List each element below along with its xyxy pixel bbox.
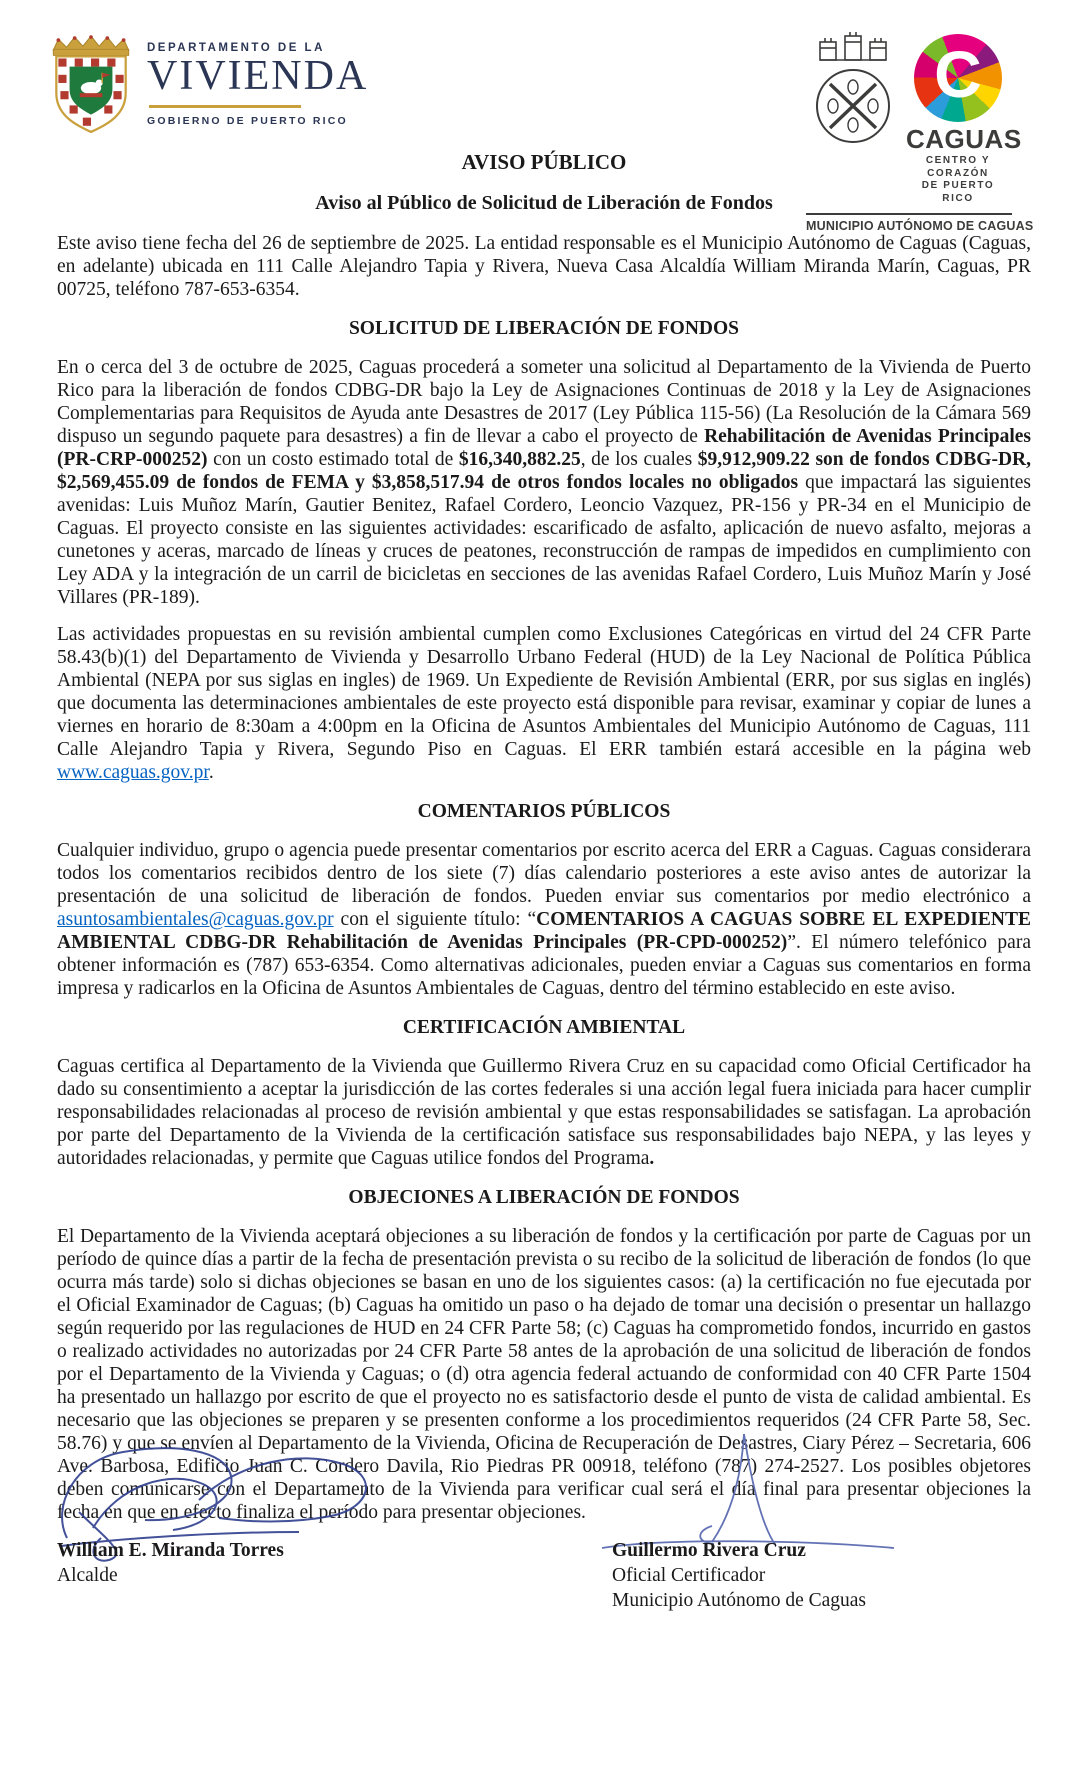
section-heading-solicitud: SOLICITUD DE LIBERACIÓN DE FONDOS [348, 318, 740, 339]
text-run: . [208, 762, 214, 783]
signature-right [612, 1538, 1031, 1613]
page-subtitle: Aviso al Público de Solicitud de Liberación de Fondos [315, 192, 773, 214]
intro-paragraph: Este aviso tiene fecha del 26 de septiembre de 2025. La entidad responsable es el Municipio Autónomo de Caguas (Caguas, en adelante) ubicada en 111 Calle Alejandro Tapia y Rivera, Nueva Casa Alcaldía William Miranda Marín, Caguas, PR 00725, teléfono 787-653-6354. [57, 233, 1031, 300]
signature-left [57, 1538, 537, 1613]
caguas-municipio-line: MUNICIPIO AUTÓNOMO DE CAGUAS [806, 219, 1034, 233]
caguas-wordmark: CAGUAS [906, 124, 1022, 154]
signatory-name-right: Guillermo Rivera Cruz [612, 1540, 806, 1561]
hyperlink[interactable]: asuntosambientales@caguas.gov.pr [57, 909, 334, 930]
document-header [0, 0, 1088, 232]
bold-text-run: $16,340,882.25 [458, 449, 581, 470]
text-run: Cualquier individuo, grupo o agencia puede presentar comentarios por escrito acerca del ERR a Caguas. Caguas considerara todos los comentarios recibidos dentro de los siete (7) días calendario posteriores a este aviso antes de autorizar la presentación de una solicitud de liberación de fondos. Pueden enviar sus comentarios por medio electrónico a [57, 840, 1031, 907]
text-run: ”. El número telefónico para obtener información es (787) 653-6354. Como alternativas adicionales, pueden enviar a Caguas sus comentarios en forma impresa y radicarlos en la Oficina de Asuntos Ambientales de Caguas, dentro del término establecido en este aviso. [57, 932, 1031, 999]
vivienda-logo-text [147, 34, 368, 136]
bold-text-run: Rehabilitación de Avenidas Principales (PR-CRP-000252) [57, 426, 1031, 470]
notice-body [57, 232, 1031, 1524]
bold-text-run: $9,912,909.22 son de fondos CDBG-DR, $2,569,455.09 de fondos de FEMA y $3,858,517.94 de otros fondos locales no obligados [57, 449, 1031, 493]
certificacion-paragraph [57, 1055, 1031, 1170]
solicitud-paragraph-1 [57, 356, 1031, 609]
vivienda-wordmark: VIVIENDA [147, 53, 369, 99]
section-heading-objeciones: OBJECIONES A LIBERACIÓN DE FONDOS [348, 1187, 740, 1208]
text-run: , de los cuales [580, 449, 698, 470]
caguas-tagline-line2: DE PUERTO RICO [921, 180, 995, 204]
solicitud-paragraph-2 [57, 623, 1031, 784]
text-run: con el siguiente título: “ [333, 909, 537, 930]
hyperlink[interactable]: www.caguas.gov.pr [57, 762, 209, 783]
caguas-tagline-line1: CENTRO Y CORAZÓN [925, 155, 991, 179]
signatory-title-left: Alcalde [57, 1565, 118, 1586]
caguas-crest-icon [806, 28, 900, 156]
page-title: AVISO PÚBLICO [461, 150, 627, 174]
vivienda-gold-rule [149, 105, 301, 108]
puerto-rico-coat-of-arms-icon [45, 34, 137, 136]
text-run: que impactará las siguientes avenidas: Luis Muñoz Marín, Gautier Benitez, Rafael Cordero, Leoncio Vazquez, PR-156 y PR-34 en el Municipio de Caguas. El proyecto consiste en las siguientes actividades: escarificado de asfalto, aplicación de nuevo asfalto, mejoras a cunetones y aceras, marcado de líneas y cruces de peatones, reconstrucción de rampas de impedidos en cumplimiento con Ley ADA y la integración de un carril de bicicletas en secciones de las avenidas Rafael Cordero, Luis Muñoz Marín y José Villares (PR-189). [57, 472, 1031, 608]
section-heading-certificacion: CERTIFICACIÓN AMBIENTAL [402, 1017, 686, 1038]
caguas-c-logo [914, 34, 1002, 122]
section-heading-comentarios: COMENTARIOS PÚBLICOS [417, 801, 671, 822]
bold-text-run: . [649, 1148, 655, 1169]
bold-text-run: COMENTARIOS A CAGUAS SOBRE EL EXPEDIENTE AMBIENTAL CDBG-DR Rehabilitación de Avenidas Principales (PR-CPD-000252) [57, 909, 1031, 953]
vivienda-dept-line: DEPARTAMENTO DE LA [147, 42, 325, 54]
comentarios-paragraph [57, 839, 1031, 1000]
objeciones-paragraph [57, 1225, 1031, 1524]
vivienda-logo [45, 34, 368, 136]
signatory-title-right: Oficial Certificador [612, 1565, 766, 1586]
text-run: Caguas certifica al Departamento de la Vivienda que Guillermo Rivera Cruz en su capacidad como Oficial Certificador ha dado su consentimiento a aceptar la jurisdicción de las cortes federales si una acción legal fuera iniciada para hacer cumplir responsabilidades relacionadas al proceso de revisión ambiental y que estas responsabilidades se satisfagan. La aprobación por parte del Departamento de la Vivienda de la certificación satisface sus responsabilidades bajo NEPA, y las leyes y autoridades relacionadas, y permite que Caguas utilice fondos del Programa [57, 1056, 1031, 1169]
text-run: En o cerca del 3 de octubre de 2025, Caguas procederá a someter una solicitud al Departamento de la Vivienda de Puerto Rico para la liberación de fondos CDBG-DR bajo la Ley de Asignaciones Continuas de 2018 y la Ley de Asignaciones Complementarias para Requisitos de Ayuda ante Desastres de 2017 (Ley Pública 115-56) (La Resolución de la Cámara 569 dispuso un segundo paquete para desastres) a fin de llevar a cabo el proyecto de [57, 357, 1031, 447]
vivienda-gov-line: GOBIERNO DE PUERTO RICO [147, 115, 348, 128]
text-run: con un costo estimado total de [207, 449, 459, 470]
caguas-c-letter: C [934, 37, 982, 111]
signatory-name-left: William E. Miranda Torres [57, 1540, 284, 1561]
signature-block [57, 1538, 1031, 1613]
text-run: El Departamento de la Vivienda aceptará objeciones a su liberación de fondos y la certificación por parte de Caguas por un período de quince días a partir de la fecha de presentación prevista o su recibo de la solicitud de liberación de fondos (lo que ocurra más tarde) solo si dichas objeciones se basan en uno de los siguientes casos: (a) la certificación no fue ejecutada por el Oficial Examinador de Caguas; (b) Caguas ha omitido un paso o ha dejado de tomar una decisión o presentar un hallazgo según requerido por las regulaciones de HUD en 24 CFR Parte 58; (c) Caguas ha comprometido fondos, incurrido en gastos o realizado actividades no autorizadas por 24 CFR Parte 58 antes de la aprobación de una solicitud de liberación de fondos por el Departamento de la Vivienda y Caguas; o (d) otra agencia federal actuando de conformidad con 40 CFR Parte 1504 ha presentado un hallazgo por escrito de que el proyecto no es satisfactorio desde el punto de vista de calidad ambiental. Es necesario que las objeciones se preparen y se presenten conforme a los procedimientos requeridos (24 CFR Parte 58, Sec. 58.76) y que se envíen al Departamento de la Vivienda, Oficina de Recuperación de Desastres, Ciary Pérez – Secretaria, 606 Ave. Barbosa, Edificio Juan C. Cordero Davila, Rio Piedras PR 00918, teléfono (787) 274-2527. Los posibles objetores deben comunicarse con el Departamento de la Vivienda para verificar cual será el día final para presentar objeciones la fecha en que en efecto finaliza el período para presentar objeciones. [57, 1226, 1031, 1523]
text-run: Las actividades propuestas en su revisión ambiental cumplen como Exclusiones Categóricas en virtud del 24 CFR Parte 58.43(b)(1) del Departamento de Vivienda y Desarrollo Urbano Federal (HUD) de la Ley Nacional de Política Pública Ambiental (NEPA por sus siglas en ingles) de 1969. Un Expediente de Revisión Ambiental (ERR, por sus siglas en inglés) que documenta las determinaciones ambientales de este proyecto está disponible para revisar, examinar y copiar de lunes a viernes en horario de 8:30am a 4:00pm en la Oficina de Asuntos Ambientales del Municipio Autónomo de Caguas, 111 Calle Alejandro Tapia y Rivera, Segundo Piso en Caguas. El ERR también estará accesible en la página web [57, 624, 1031, 760]
signatory-org-right: Municipio Autónomo de Caguas [612, 1590, 867, 1611]
